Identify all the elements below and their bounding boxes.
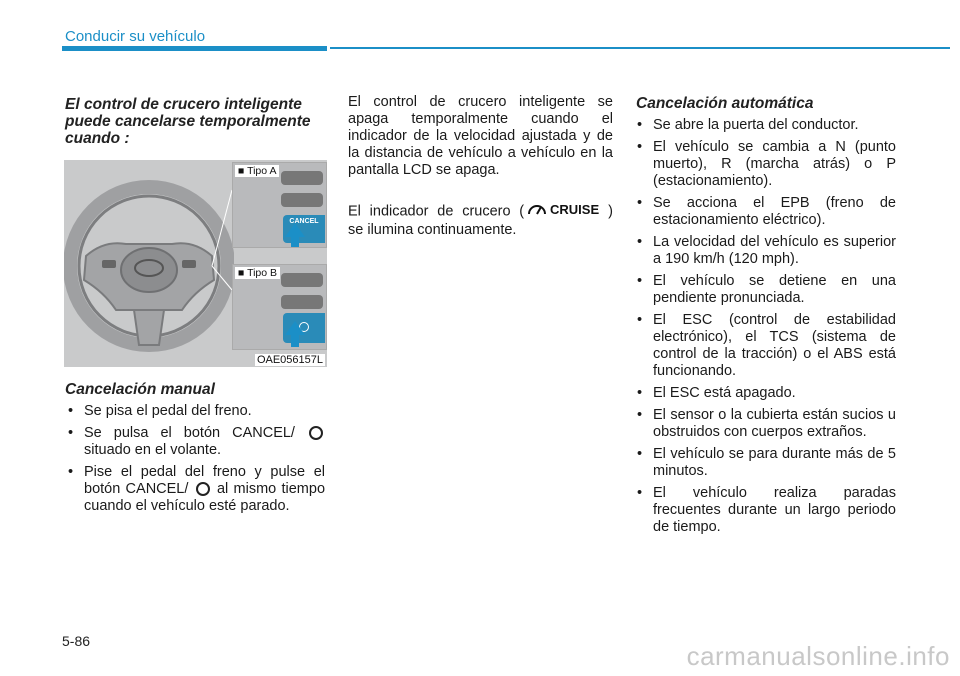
auto-cancel-list <box>634 117 896 541</box>
arrow-up-icon <box>285 321 305 335</box>
type-a-label: ■ Tipo A <box>235 165 279 177</box>
list-item: • Se pisa el pedal del freno. <box>65 403 325 420</box>
manual-cancel-heading: Cancelación manual <box>65 381 215 398</box>
svg-text:CRUISE: CRUISE <box>550 202 600 217</box>
cruise-indicator-icon <box>526 201 606 222</box>
section-title: Conducir su vehículo <box>65 28 206 45</box>
list-item: • El vehículo se detiene en una pendiente pronunciada. <box>634 273 896 307</box>
lcd-off-paragraph: El control de crucero inteligente se apaga temporalmente cuando el indicador de la velocidad ajustada y de la distancia de vehículo a vehículo en la pantalla LCD se apaga. <box>348 94 613 178</box>
arrow-up-icon <box>285 223 305 237</box>
list-item: • El ESC está apagado. <box>634 385 896 402</box>
watermark: carmanualsonline.info <box>686 641 950 671</box>
temporary-cancel-heading: El control de crucero inteligente puede cancelarse temporalmente cuando : <box>65 96 311 147</box>
inset-type-a <box>232 162 327 248</box>
list-item: • Se acciona el EPB (freno de estacionamiento eléctrico). <box>634 195 896 229</box>
type-b-label: ■ Tipo B <box>235 267 280 279</box>
list-item: • El vehículo se cambia a N (punto muerto), R (marcha atrás) o P (estacionamiento). <box>634 139 896 190</box>
auto-cancel-heading: Cancelación automática <box>636 95 814 112</box>
steering-wheel-figure <box>64 160 327 367</box>
cancel-ring-icon <box>196 482 210 496</box>
list-item: • La velocidad del vehículo es superior a 190 km/h (120 mph). <box>634 234 896 268</box>
manual-cancel-list <box>65 403 325 520</box>
page-number: 5-86 <box>62 633 91 649</box>
inset-type-b <box>232 264 327 350</box>
steering-wheel-illustration <box>64 160 234 367</box>
figure-code: OAE056157L <box>256 354 323 366</box>
list-item: • El sensor o la cubierta están sucios u obstruidos con cuerpos extraños. <box>634 407 896 441</box>
list-item: • El vehículo realiza paradas frecuentes durante un largo periodo de tiempo. <box>634 485 896 536</box>
cruise-indicator-paragraph: El indicador de crucero ( CRUISE ) se ilumina continuamente. <box>348 202 613 238</box>
cancel-ring-icon <box>309 426 323 440</box>
list-item: • El vehículo se para durante más de 5 minutos. <box>634 446 896 480</box>
list-item: • Se pulsa el botón CANCEL/ situado en el volante. <box>65 425 325 459</box>
header-rule-thick <box>62 46 327 51</box>
list-item: • Pise el pedal del freno y pulse el botón CANCEL/ al mismo tiempo cuando el vehículo esté parado. <box>65 464 325 515</box>
cancel-button-illustration: CANCEL <box>283 215 325 243</box>
header-rule-thin <box>330 47 950 49</box>
list-item: • Se abre la puerta del conductor. <box>634 117 896 134</box>
list-item: • El ESC (control de estabilidad electrónico), el TCS (sistema de control de la tracción) o el ABS está funcionando. <box>634 312 896 380</box>
